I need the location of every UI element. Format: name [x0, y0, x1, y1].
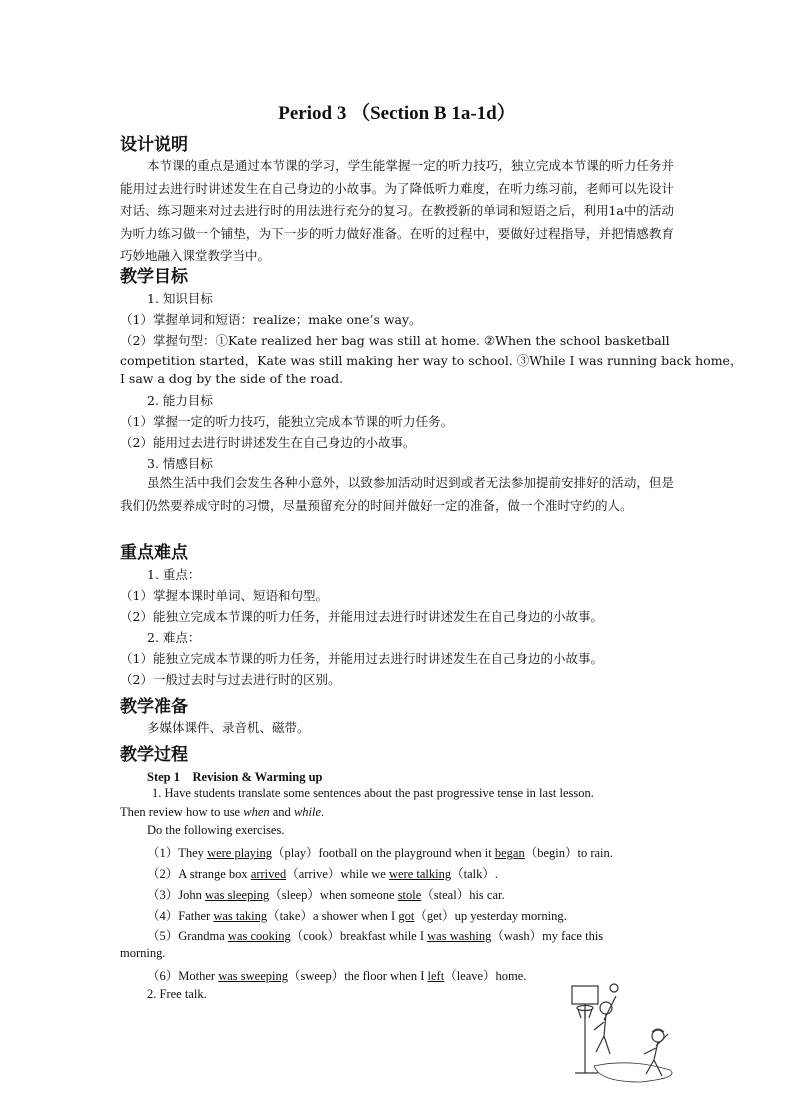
key-point-1: （1）掌握本课时单词、短语和句型。 [120, 588, 328, 603]
answer-1a: were playing [207, 846, 272, 860]
answer-6a: was sweeping [218, 969, 288, 983]
ability-goal-2: （2）能用过去进行时讲述发生在自己身边的小故事。 [120, 435, 416, 450]
section-heading-process: 教学过程 [120, 745, 188, 765]
answer-4b: got [398, 909, 415, 923]
basketball-kids-illustration [560, 978, 690, 1088]
exercise-3: （3）John was sleeping（sleep）when someone stole（steal）his car. [147, 888, 505, 902]
boy-jumping-icon [594, 996, 672, 1082]
section-heading-design: 设计说明 [120, 135, 188, 155]
section-heading-key-points: 重点难点 [120, 543, 188, 563]
answer-3a: was sleeping [205, 888, 270, 902]
answer-3b: stole [397, 888, 422, 902]
ability-goal-title: 2. 能力目标 [147, 393, 213, 408]
emotion-goal-title: 3. 情感目标 [147, 456, 213, 471]
knowledge-goal-2-line2: competition started，Kate was still making her way to school. ③While I was running back home， [120, 353, 743, 368]
answer-5a: was cooking [227, 929, 291, 943]
answer-6b: left [427, 969, 445, 983]
exercise-5-cont: morning. [120, 946, 166, 960]
page-title: Period 3 （Section B 1a-1d） [278, 103, 516, 124]
step1-item1-line1: 1. Have students translate some sentences about the past progressive tense in last lesson. [152, 786, 594, 800]
section-heading-preparation: 教学准备 [120, 697, 188, 717]
design-paragraph: 本节课的重点是通过本节课的学习，学生能掌握一定的听力技巧，独立完成本节课的听力任务并能用过去进行时讲述发生在自己身边的小故事。为了降低听力难度，在听力练习前，老师可以先设计对话、练习题来对过去进行时的用法进行充分的复习。在教授新的单词和短语之后，利用1a中的活动为听力练习做一个铺垫，为下一步的听力做好准备。在听的过程中，要做好过程指导，并把情感教育巧妙地融入课堂教学当中。 [120, 158, 674, 263]
emotion-goal-paragraph: 虽然生活中我们会发生各种小意外，以致参加活动时迟到或者无法参加提前安排好的活动，但是我们仍然要养成守时的习惯，尽量预留充分的时间并做好一定的准备，做一个准时守约的人。 [120, 475, 674, 513]
difficulty-title: 2. 难点： [147, 630, 201, 645]
exercise-4: （4）Father was taking（take）a shower when I got（get）up yesterday morning. [147, 909, 567, 923]
section-heading-goals: 教学目标 [120, 267, 188, 287]
key-point-2: （2）能独立完成本节课的听力任务，并能用过去进行时讲述发生在自己身边的小故事。 [120, 609, 603, 624]
girl-running-icon [644, 1029, 668, 1076]
difficulty-2: （2）一般过去时与过去进行时的区别。 [120, 672, 341, 687]
free-talk: 2. Free talk. [147, 987, 207, 1001]
answer-2b: were talking [388, 867, 452, 881]
knowledge-goal-title: 1. 知识目标 [147, 291, 213, 306]
answer-1b: began [494, 846, 525, 860]
exercise-2: （2）A strange box arrived（arrive）while we were talking（talk）. [147, 867, 498, 881]
ability-goal-1: （1）掌握一定的听力技巧，能独立完成本节课的听力任务。 [120, 414, 453, 429]
ball-icon [610, 984, 618, 992]
difficulty-1: （1）能独立完成本节课的听力任务，并能用过去进行时讲述发生在自己身边的小故事。 [120, 651, 603, 666]
step1-heading: Step 1 Revision & Warming up [147, 770, 323, 784]
knowledge-goal-1: （1）掌握单词和短语：realize；make one’s way。 [120, 312, 422, 327]
answer-2a: arrived [250, 867, 287, 881]
exercise-1: （1）They were playing（play）football on the playground when it began（begin）to rain. [147, 846, 613, 860]
answer-5b: was washing [427, 929, 492, 943]
knowledge-goal-2-line3: I saw a dog by the side of the road. [120, 371, 344, 386]
knowledge-goal-2-line1: （2）掌握句型：①Kate realized her bag was still at home. ②When the school basketball [120, 333, 670, 348]
exercise-instruction: Do the following exercises. [147, 823, 285, 837]
step1-item1-line2: Then review how to use when and while. [120, 805, 325, 819]
key-point-title: 1. 重点： [147, 567, 201, 582]
exercise-6: （6）Mother was sweeping（sweep）the floor when I left（leave）home. [147, 969, 527, 983]
exercise-5: （5）Grandma was cooking（cook）breakfast while I was washing（wash）my face this [147, 929, 604, 943]
answer-4a: was taking [213, 909, 268, 923]
preparation-text: 多媒体课件、录音机、磁带。 [147, 720, 310, 735]
